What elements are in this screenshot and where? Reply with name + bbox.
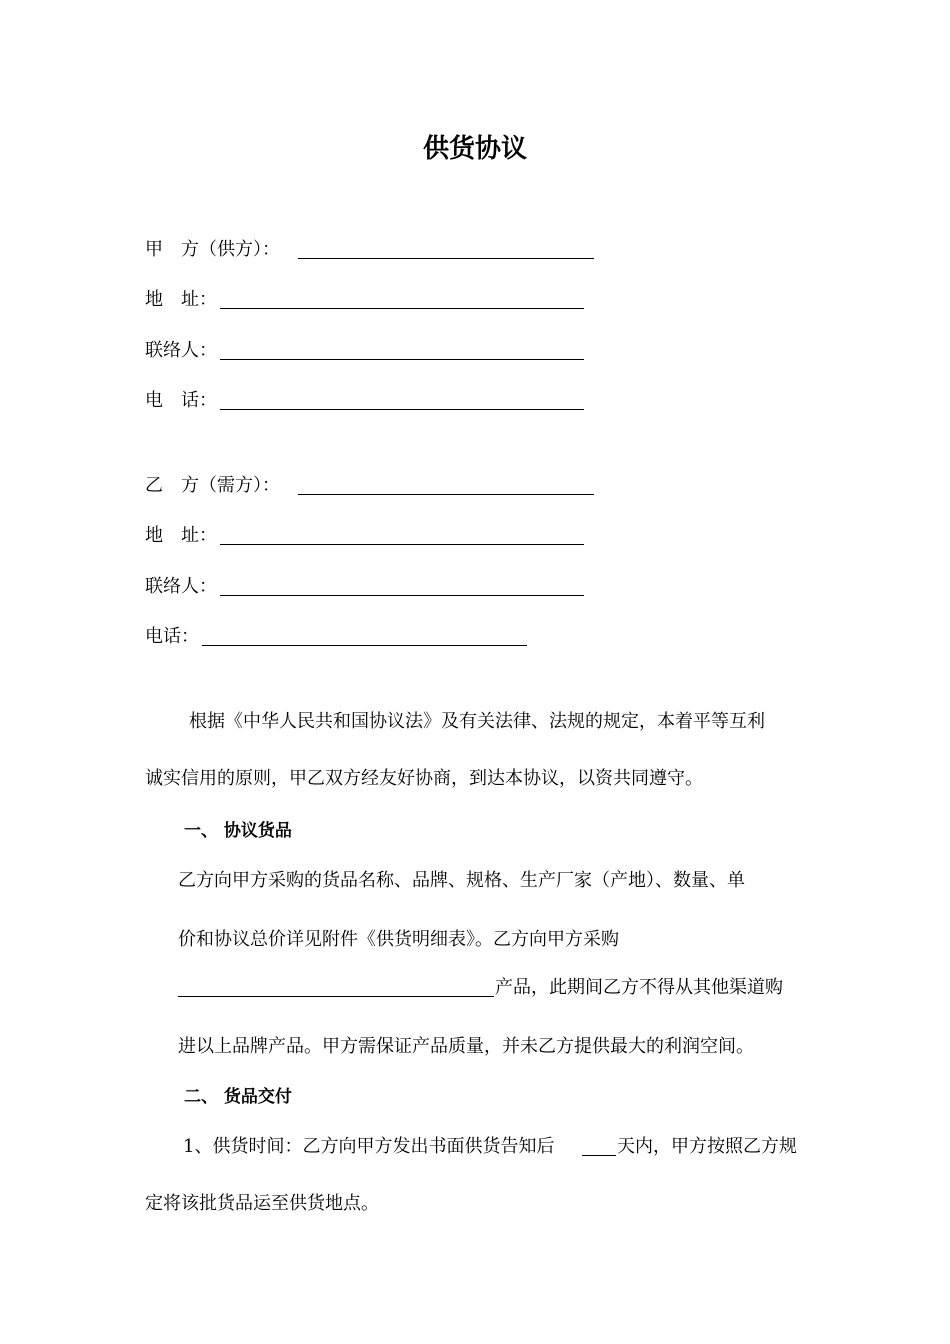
section-2-heading: 二、 货品交付 — [184, 1087, 292, 1107]
section-1-line-1: 乙方向甲方采购的货品名称、品牌、规格、生产厂家（产地）、数量、单 — [178, 870, 745, 891]
party-a-address-field[interactable] — [220, 308, 584, 309]
party-a-name-field[interactable] — [298, 258, 594, 259]
party-b-contact-field[interactable] — [220, 595, 584, 596]
preamble-line-2: 诚实信用的原则，甲乙双方经友好协商，到达本协议，以资共同遵守。 — [145, 768, 703, 789]
product-blank-field[interactable] — [178, 996, 494, 997]
party-b-contact-label: 联络人： — [145, 576, 217, 597]
party-a-contact-label: 联络人： — [145, 340, 217, 361]
section-1-line-4: 进以上品牌产品。甲方需保证产品质量，并未乙方提供最大的利润空间。 — [178, 1036, 754, 1057]
party-b-address-label: 地 址： — [145, 525, 217, 546]
party-a-phone-label: 电 话： — [145, 390, 217, 411]
preamble-line-1: 根据《中华人民共和国协议法》及有关法律、法规的规定，本着平等互利 — [189, 711, 765, 732]
party-b-name-label: 乙 方（需方）： — [145, 475, 280, 496]
section-2-item-1-part-b: 天内，甲方按照乙方规 — [617, 1136, 797, 1157]
party-b-address-field[interactable] — [220, 544, 584, 545]
party-b-phone-label: 电话： — [145, 626, 199, 647]
party-b-phone-field[interactable] — [202, 645, 527, 646]
section-1-heading: 一、 协议货品 — [184, 821, 292, 841]
section-1-line-3: 产品，此期间乙方不得从其他渠道购 — [495, 977, 783, 998]
section-1-line-2: 价和协议总价详见附件《供货明细表》。乙方向甲方采购 — [178, 929, 619, 950]
party-a-contact-field[interactable] — [220, 359, 584, 360]
section-2-item-1-part-c: 定将该批货品运至供货地点。 — [145, 1193, 379, 1214]
section-2-item-1-part-a: 1、供货时间：乙方向甲方发出书面供货告知后 — [183, 1136, 555, 1157]
party-a-name-label: 甲 方（供方）： — [145, 239, 280, 260]
party-a-phone-field[interactable] — [220, 409, 584, 410]
document-title: 供货协议 — [422, 134, 527, 164]
days-blank-field[interactable] — [582, 1155, 616, 1156]
party-a-address-label: 地 址： — [145, 289, 217, 310]
party-b-name-field[interactable] — [298, 494, 594, 495]
